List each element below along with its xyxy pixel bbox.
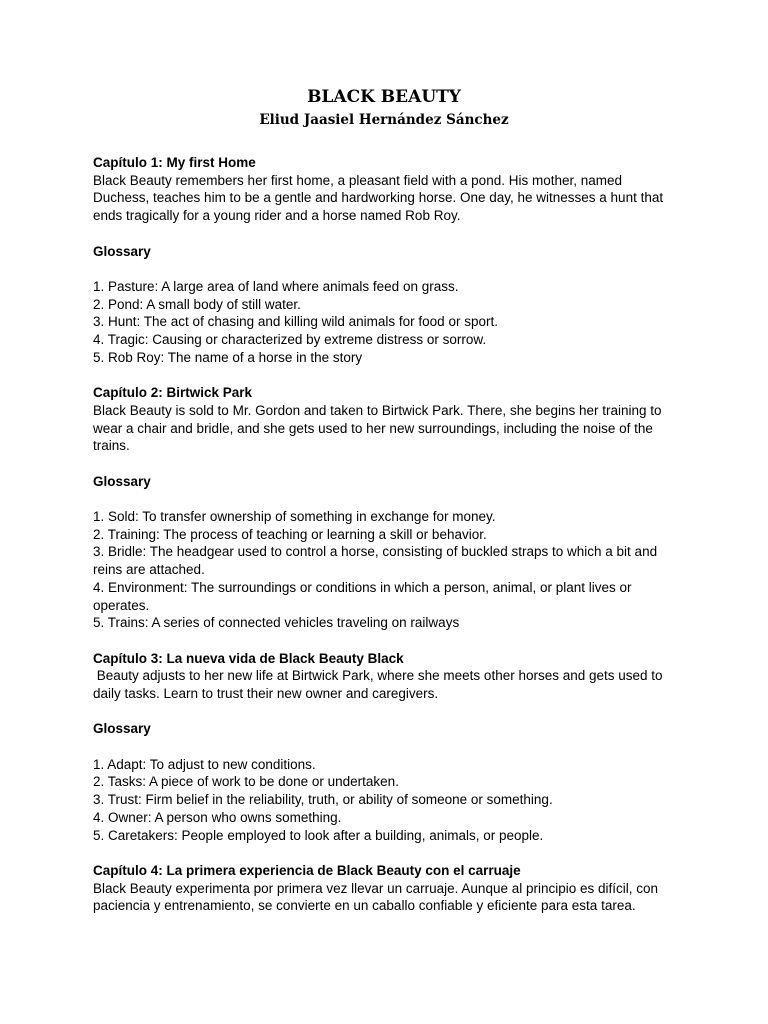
chapter-heading: Capítulo 2: Birtwick Park	[93, 385, 253, 401]
spacer	[93, 738, 681, 756]
glossary-item: 5. Caretakers: People employed to look after a building, animals, or people.	[93, 827, 544, 843]
spacer	[93, 703, 681, 721]
chapter-summary: Black Beauty experimenta por primera vez llevar un carruaje. Aunque al principio es difícil, con paciencia y entrenamiento, se convierte en un caballo confiable y eficiente para esta tarea.	[93, 880, 659, 914]
glossary-item: 2. Pond: A small body of still water.	[93, 296, 301, 312]
glossary-list	[93, 278, 681, 367]
chapter-summary: Black Beauty remembers her first home, a pleasant field with a pond. His mother, named Duchess, teaches him to be a gentle and hardworking horse. One day, he witnesses a hunt that ends tragically for a young rider and a horse named Rob Roy.	[93, 172, 664, 224]
glossary-list	[93, 756, 681, 845]
glossary-item: 3. Hunt: The act of chasing and killing wild animals for food or sport.	[93, 314, 498, 330]
spacer	[93, 455, 681, 473]
chapter-heading: Capítulo 1: My first Home	[93, 155, 256, 170]
chapter-summary: Beauty adjusts to her new life at Birtwick Park, where she meets other horses and gets used to daily tasks. Learn to trust their new owner and caregivers.	[93, 668, 667, 701]
chapter-2	[93, 384, 681, 632]
chapter-summary: Black Beauty is sold to Mr. Gordon and taken to Birtwick Park. There, she begins her training to wear a chair and bridle, and she gets used to her new surroundings, including the noise of the trains.	[93, 402, 662, 454]
glossary-heading: Glossary	[93, 721, 151, 737]
glossary-item: 2. Tasks: A piece of work to be done or undertaken.	[93, 774, 399, 790]
spacer	[93, 366, 681, 384]
spacer	[93, 490, 681, 508]
chapter-1	[93, 154, 681, 366]
glossary-item: 5. Trains: A series of connected vehicles traveling on railways	[93, 615, 460, 631]
glossary-item: 1. Pasture: A large area of land where animals feed on grass.	[93, 278, 459, 294]
glossary-item: 4. Tragic: Causing or characterized by extreme distress or sorrow.	[93, 332, 487, 347]
chapter-heading: Capítulo 4: La primera experiencia de Black Beauty con el carruaje	[93, 862, 521, 878]
glossary-item: 5. Rob Roy: The name of a horse in the story	[93, 349, 363, 365]
spacer	[93, 225, 681, 243]
glossary-list	[93, 508, 681, 632]
chapter-heading: Capítulo 3: La nueva vida de Black Beauty Black	[93, 650, 404, 666]
glossary-heading: Glossary	[93, 243, 151, 259]
chapter-3	[93, 650, 681, 845]
glossary-item: 4. Environment: The surroundings or conditions in which a person, animal, or plant lives or operates.	[93, 579, 632, 613]
spacer	[93, 260, 681, 278]
document-body	[93, 154, 681, 915]
glossary-item: 4. Owner: A person who owns something.	[93, 809, 342, 825]
document-title: BLACK BEAUTY	[307, 87, 461, 107]
glossary-item: 3. Bridle: The headgear used to control a horse, consisting of buckled straps to which a bit and reins are attached.	[93, 544, 658, 578]
spacer	[93, 844, 681, 862]
glossary-item: 3. Trust: Firm belief in the reliability, truth, or ability of someone or something.	[93, 792, 553, 808]
glossary-heading: Glossary	[93, 473, 151, 489]
spacer	[93, 632, 681, 650]
chapter-4	[93, 862, 681, 915]
glossary-item: 2. Training: The process of teaching or learning a skill or behavior.	[93, 526, 487, 542]
glossary-item: 1. Sold: To transfer ownership of something in exchange for money.	[93, 508, 496, 524]
document-author: Eliud Jaasiel Hernández Sánchez	[259, 112, 509, 128]
glossary-item: 1. Adapt: To adjust to new conditions.	[93, 756, 316, 772]
